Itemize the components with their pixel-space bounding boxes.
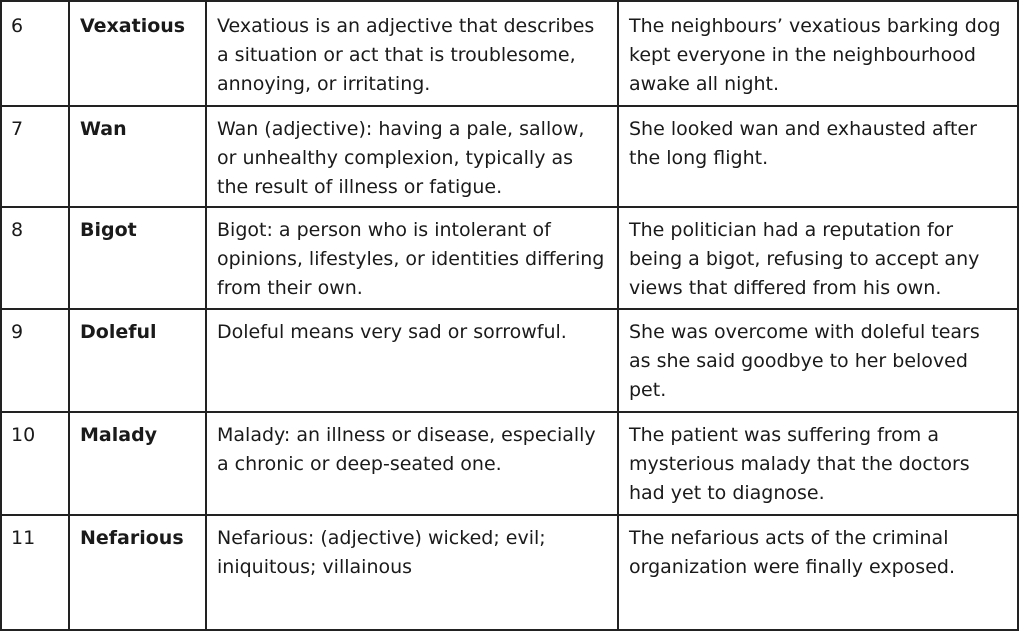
table-row (1, 309, 1018, 412)
vocabulary-word: Vexatious (69, 1, 206, 106)
word-definition: Doleful means very sad or sorrowful. (206, 309, 618, 412)
example-sentence: The patient was suffering from a mysterious malady that the doctors had yet to diagnose. (618, 412, 1018, 515)
word-definition: Malady: an illness or disease, especially a chronic or deep-seated one. (206, 412, 618, 515)
table-row (1, 1, 1018, 106)
row-number: 9 (1, 309, 69, 412)
example-sentence: The nefarious acts of the criminal organization were finally exposed. (618, 515, 1018, 630)
word-definition: Wan (adjective): having a pale, sallow, or unhealthy complexion, typically as the result of illness or fatigue. (206, 106, 618, 207)
table-row (1, 412, 1018, 515)
example-sentence: She was overcome with doleful tears as she said goodbye to her beloved pet. (618, 309, 1018, 412)
table-row (1, 515, 1018, 630)
vocabulary-word: Nefarious (69, 515, 206, 630)
vocabulary-word: Malady (69, 412, 206, 515)
word-definition: Bigot: a person who is intolerant of opinions, lifestyles, or identities differing from their own. (206, 207, 618, 309)
row-number: 8 (1, 207, 69, 309)
row-number: 6 (1, 1, 69, 106)
vocabulary-word: Wan (69, 106, 206, 207)
table-row (1, 207, 1018, 309)
example-sentence: The neighbours’ vexatious barking dog kept everyone in the neighbourhood awake all night. (618, 1, 1018, 106)
word-definition: Nefarious: (adjective) wicked; evil; iniquitous; villainous (206, 515, 618, 630)
table-row (1, 106, 1018, 207)
vocabulary-word: Bigot (69, 207, 206, 309)
row-number: 7 (1, 106, 69, 207)
example-sentence: The politician had a reputation for being a bigot, refusing to accept any views that differed from his own. (618, 207, 1018, 309)
example-sentence: She looked wan and exhausted after the long flight. (618, 106, 1018, 207)
row-number: 11 (1, 515, 69, 630)
row-number: 10 (1, 412, 69, 515)
vocabulary-word: Doleful (69, 309, 206, 412)
word-definition: Vexatious is an adjective that describes a situation or act that is troublesome, annoying, or irritating. (206, 1, 618, 106)
